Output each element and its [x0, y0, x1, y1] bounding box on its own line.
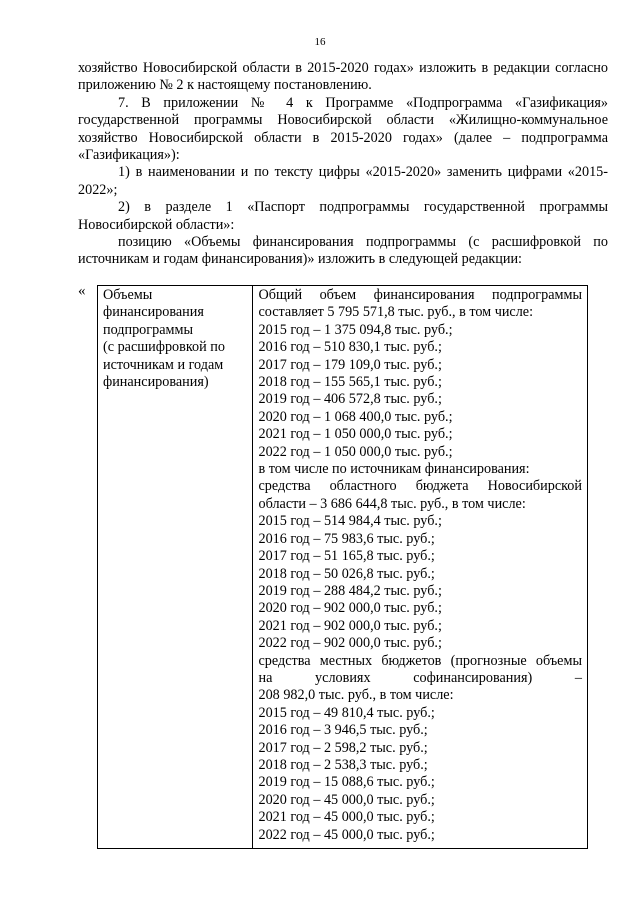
- value-line: области – 3 686 644,8 тыс. руб., в том числе:: [258, 495, 526, 512]
- label-line: источникам и годам: [103, 356, 224, 373]
- value-line: 2018 год – 50 026,8 тыс. руб.;: [258, 565, 435, 582]
- paragraph-4: 2) в разделе 1 «Паспорт подпрограммы государственной программы Новосибирской области»:: [78, 199, 608, 233]
- label-line: Объемы: [103, 287, 153, 303]
- value-line: 2022 год – 1 050 000,0 тыс. руб.;: [258, 443, 453, 460]
- table-cell-label: [98, 286, 253, 849]
- value-line: 2018 год – 2 538,3 тыс. руб.;: [258, 756, 428, 773]
- label-line: (с расшифровкой по: [103, 339, 225, 356]
- value-line: 2017 год – 179 109,0 тыс. руб.;: [258, 356, 442, 373]
- value-line: 2019 год – 15 088,6 тыс. руб.;: [258, 774, 435, 791]
- value-line: 2019 год – 288 484,2 тыс. руб.;: [258, 582, 442, 599]
- paragraph-3: 1) в наименовании и по тексту цифры «2015-2020» заменить цифрами «2015-2022»;: [78, 164, 608, 198]
- table-row: [98, 286, 588, 849]
- label-line: подпрограммы: [103, 321, 193, 338]
- value-line: составляет 5 795 571,8 тыс. руб., в том числе:: [258, 304, 534, 321]
- label-line: финансирования): [103, 374, 209, 391]
- value-line: 2021 год – 902 000,0 тыс. руб.;: [258, 617, 442, 634]
- funding-passport-table: [97, 285, 588, 849]
- value-line: 2022 год – 45 000,0 тыс. руб.;: [258, 826, 435, 843]
- value-line: на условиях софинансирования) –: [258, 669, 582, 686]
- value-line: 2020 год – 1 068 400,0 тыс. руб.;: [258, 408, 453, 425]
- value-line: 2016 год – 75 983,6 тыс. руб.;: [258, 530, 435, 547]
- value-line: 2020 год – 45 000,0 тыс. руб.;: [258, 791, 435, 808]
- value-line: средства областного бюджета Новосибирской: [258, 478, 582, 495]
- value-line: 2015 год – 514 984,4 тыс. руб.;: [258, 513, 442, 530]
- value-line: 2015 год – 1 375 094,8 тыс. руб.;: [258, 321, 453, 338]
- table-cell-value: [253, 286, 588, 849]
- value-line: в том числе по источникам финансирования:: [258, 461, 530, 478]
- value-line: средства местных бюджетов (прогнозные объемы: [258, 652, 582, 669]
- paragraph-1: хозяйство Новосибирской области в 2015-2020 годах» изложить в редакции согласно приложению № 2 к настоящему постановлению.: [78, 60, 608, 94]
- value-line: 2018 год – 155 565,1 тыс. руб.;: [258, 374, 442, 391]
- value-line: 2019 год – 406 572,8 тыс. руб.;: [258, 391, 442, 408]
- value-line: Общий объем финансирования подпрограммы: [258, 287, 582, 303]
- value-line: 2015 год – 49 810,4 тыс. руб.;: [258, 704, 435, 721]
- value-line: 2021 год – 45 000,0 тыс. руб.;: [258, 809, 435, 826]
- value-line: 2017 год – 51 165,8 тыс. руб.;: [258, 548, 435, 565]
- opening-quote-mark: «: [78, 283, 86, 299]
- value-line: 2016 год – 510 830,1 тыс. руб.;: [258, 339, 442, 356]
- document-body: [78, 60, 608, 269]
- paragraph-5: позицию «Объемы финансирования подпрограммы (с расшифровкой по источникам и годам финансирования)» изложить в следующей редакции:: [78, 234, 608, 268]
- page-number: 16: [314, 36, 326, 48]
- value-line: 2020 год – 902 000,0 тыс. руб.;: [258, 600, 442, 617]
- value-line: 2021 год – 1 050 000,0 тыс. руб.;: [258, 426, 453, 443]
- label-line: финансирования: [103, 304, 204, 321]
- value-line: 2016 год – 3 946,5 тыс. руб.;: [258, 722, 428, 739]
- value-line: 2022 год – 902 000,0 тыс. руб.;: [258, 635, 442, 652]
- value-line: 2017 год – 2 598,2 тыс. руб.;: [258, 739, 428, 756]
- paragraph-2: 7. В приложении № 4 к Программе «Подпрограмма «Газификация» государственной программы Новосибирской области «Жилищно-коммунальное хозяйство Новосибирской области в 2015-2020 годах» (далее – подпрограмма «Газификация»):: [78, 94, 608, 164]
- value-line: 208 982,0 тыс. руб., в том числе:: [258, 687, 454, 704]
